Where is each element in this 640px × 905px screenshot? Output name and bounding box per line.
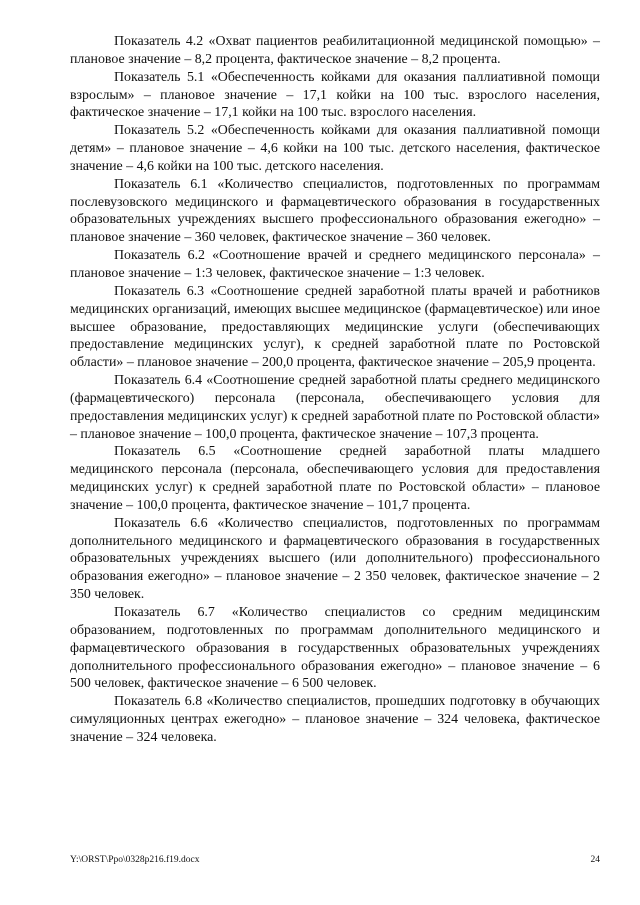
paragraph-indicator-6-3: Показатель 6.3 «Соотношение средней заработной платы врачей и работников медицинских организаций, имеющих высшее медицинское (фармацевтическое) или иное высшее образование, предоставляющих медицинские услуги (обеспечивающих предоставление медицинских услуг), к средней заработной плате по Ростовской области» – плановое значение – 200,0 процента, фактическое значение – 205,9 процента.: [70, 283, 600, 371]
paragraph-indicator-6-7: Показатель 6.7 «Количество специалистов со средним медицинским образованием, подготовленных по программам дополнительного медицинского и фармацевтического образования в государственных образовательных учреждениях дополнительного профессионального образования ежегодно» – плановое значение – 6 500 человек, фактическое значение – 6 500 человек.: [70, 605, 600, 692]
page-footer: [70, 852, 600, 868]
paragraph-indicator-6-8: Показатель 6.8 «Количество специалистов, прошедших подготовку в обучающих симуляционных центрах ежегодно» – плановое значение – 324 человека, фактическое значение – 324 человека.: [70, 694, 600, 745]
paragraph-indicator-6-4: Показатель 6.4 «Соотношение средней заработной платы среднего медицинского (фармацевтического) персонала (персонала, обеспечивающего условия для предоставления медицинских услуг) к средней заработной плате по Ростовской области» – плановое значение – 100,0 процента, фактическое значение – 107,3 процента.: [70, 373, 600, 442]
document-body: [70, 33, 600, 747]
page-number: 24: [590, 855, 600, 865]
footer-file-path: Y:\ORST\Ppo\0328p216.f19.docx: [70, 855, 200, 865]
paragraph-indicator-6-6: Показатель 6.6 «Количество специалистов, подготовленных по программам дополнительного медицинского и фармацевтического образования в государственных образовательных учреждениях высшего (или дополнительного) профессионального образования ежегодно» – плановое значение – 2 350 человек, фактическое значение – 2 350 человек.: [70, 515, 600, 603]
paragraph-indicator-6-5: Показатель 6.5 «Соотношение средней заработной платы младшего медицинского персонала (персонала, обеспечивающего условия для предоставления медицинских услуг) к средней заработной плате по Ростовской области» – плановое значение – 100,0 процента, фактическое значение – 101,7 процента.: [70, 444, 600, 513]
paragraph-indicator-6-1: Показатель 6.1 «Количество специалистов, подготовленных по программам послевузовского медицинского и фармацевтического образования в государственных образовательных учреждениях высшего профессионального образования ежегодно» – плановое значение – 360 человек, фактическое значение – 360 человек.: [70, 176, 600, 246]
paragraph-indicator-4-2: Показатель 4.2 «Охват пациентов реабилитационной медицинской помощью» – плановое значение – 8,2 процента, фактическое значение – 8,2 процента.: [70, 34, 600, 67]
paragraph-indicator-5-2: Показатель 5.2 «Обеспеченность койками для оказания паллиативной помощи детям» – плановое значение – 4,6 койки на 100 тыс. детского населения, фактическое значение – 4,6 койки на 100 тыс. детского населения.: [70, 123, 600, 174]
paragraph-indicator-6-2: Показатель 6.2 «Соотношение врачей и среднего медицинского персонала» – плановое значение – 1:3 человек, фактическое значение – 1:3 человек.: [70, 248, 600, 281]
paragraph-indicator-5-1: Показатель 5.1 «Обеспеченность койками для оказания паллиативной помощи взрослым» – плановое значение – 17,1 койки на 100 тыс. взрослого населения, фактическое значение – 17,1 койки на 100 тыс. взрослого населения.: [70, 69, 600, 121]
